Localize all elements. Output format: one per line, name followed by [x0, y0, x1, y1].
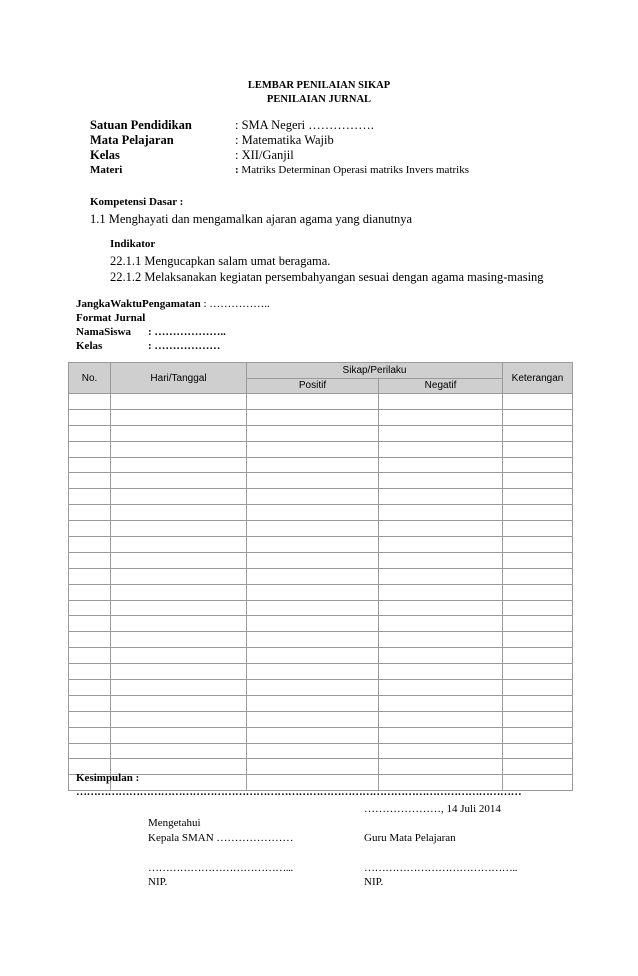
cell-positive[interactable]	[247, 457, 379, 473]
duration-label: JangkaWaktuPengamatan	[76, 298, 201, 310]
student-value: : ………………..	[148, 326, 226, 338]
table-row	[69, 441, 573, 457]
table-row	[69, 489, 573, 505]
cell-negative[interactable]	[379, 664, 503, 680]
cell-no[interactable]	[69, 680, 111, 696]
material-text: Matriks Determinan Operasi matriks Invers matriks	[241, 164, 470, 176]
cell-no[interactable]	[69, 743, 111, 759]
cell-negative[interactable]	[379, 489, 503, 505]
table-row	[69, 409, 573, 425]
cell-no[interactable]	[69, 632, 111, 648]
table-row	[69, 425, 573, 441]
table-row	[69, 537, 573, 553]
cell-positive[interactable]	[247, 680, 379, 696]
cell-no[interactable]	[69, 648, 111, 664]
cell-date[interactable]	[111, 473, 247, 489]
cell-date[interactable]	[111, 648, 247, 664]
cell-note[interactable]	[503, 409, 573, 425]
table-row	[69, 584, 573, 600]
cell-negative[interactable]	[379, 600, 503, 616]
cell-negative[interactable]	[379, 759, 503, 775]
table-row	[69, 600, 573, 616]
cell-date[interactable]	[111, 727, 247, 743]
cell-negative[interactable]	[379, 680, 503, 696]
known-by: Mengetahui	[148, 817, 201, 829]
cell-note[interactable]	[503, 568, 573, 584]
table-row	[69, 394, 573, 410]
col-header-date: Hari/Tanggal	[111, 363, 247, 394]
cell-note[interactable]	[503, 394, 573, 410]
cell-date[interactable]	[111, 552, 247, 568]
cell-date[interactable]	[111, 521, 247, 537]
competence-heading: Kompetensi Dasar :	[90, 196, 184, 208]
table-row	[69, 664, 573, 680]
teacher-label: Guru Mata Pelajaran	[364, 832, 456, 844]
table-row	[69, 457, 573, 473]
cell-date[interactable]	[111, 441, 247, 457]
cell-no[interactable]	[69, 489, 111, 505]
cell-negative[interactable]	[379, 568, 503, 584]
cell-positive[interactable]	[247, 537, 379, 553]
table-row	[69, 680, 573, 696]
field-label-subject: Mata Pelajaran	[90, 133, 174, 147]
cell-positive[interactable]	[247, 394, 379, 410]
principal-signature-line: …………………………………...	[148, 862, 293, 874]
conclusion-label: Kesimpulan :	[76, 772, 140, 784]
cell-note[interactable]	[503, 632, 573, 648]
cell-note[interactable]	[503, 743, 573, 759]
cell-note[interactable]	[503, 759, 573, 775]
field-value-material	[235, 164, 469, 176]
cell-positive[interactable]	[247, 727, 379, 743]
duration-value: : ……………..	[200, 298, 270, 310]
cell-positive[interactable]	[247, 600, 379, 616]
indicator-item: 22.1.2 Melaksanakan kegiatan persembahyangan sesuai dengan agama masing-masing	[110, 270, 544, 284]
cell-positive[interactable]	[247, 521, 379, 537]
table-row	[69, 521, 573, 537]
col-header-no: No.	[69, 363, 111, 394]
field-label-material: Materi	[90, 164, 123, 176]
cell-date[interactable]	[111, 489, 247, 505]
cell-positive[interactable]	[247, 743, 379, 759]
cell-note[interactable]	[503, 505, 573, 521]
form-title: LEMBAR PENILAIAN SIKAP	[247, 80, 391, 91]
cell-positive[interactable]	[247, 489, 379, 505]
journal-table	[68, 362, 573, 791]
cell-positive[interactable]	[247, 425, 379, 441]
cell-negative[interactable]	[379, 457, 503, 473]
cell-negative[interactable]	[379, 425, 503, 441]
cell-note[interactable]	[503, 695, 573, 711]
cell-positive[interactable]	[247, 616, 379, 632]
cell-no[interactable]	[69, 425, 111, 441]
cell-negative[interactable]	[379, 616, 503, 632]
cell-negative[interactable]	[379, 409, 503, 425]
cell-negative[interactable]	[379, 743, 503, 759]
table-row	[69, 711, 573, 727]
col-header-positive: Positif	[247, 378, 379, 394]
cell-date[interactable]	[111, 743, 247, 759]
cell-date[interactable]	[111, 394, 247, 410]
col-header-attitude: Sikap/Perilaku	[247, 363, 503, 379]
cell-no[interactable]	[69, 600, 111, 616]
cell-positive[interactable]	[247, 759, 379, 775]
cell-note[interactable]	[503, 711, 573, 727]
cell-negative[interactable]	[379, 632, 503, 648]
cell-note[interactable]	[503, 425, 573, 441]
table-row	[69, 505, 573, 521]
cell-positive[interactable]	[247, 632, 379, 648]
cell-note[interactable]	[503, 727, 573, 743]
cell-no[interactable]	[69, 584, 111, 600]
cell-no[interactable]	[69, 409, 111, 425]
cell-note[interactable]	[503, 473, 573, 489]
cell-note[interactable]	[503, 648, 573, 664]
table-row	[69, 695, 573, 711]
table-row	[69, 759, 573, 775]
cell-no[interactable]	[69, 695, 111, 711]
cell-positive[interactable]	[247, 664, 379, 680]
cell-note[interactable]	[503, 664, 573, 680]
table-row	[69, 552, 573, 568]
cell-date[interactable]	[111, 505, 247, 521]
conclusion-dotted-line: ………………………………………………………………………………………………………………	[76, 786, 522, 798]
cell-no[interactable]	[69, 552, 111, 568]
table-row	[69, 743, 573, 759]
cell-date[interactable]	[111, 584, 247, 600]
cell-positive[interactable]	[247, 409, 379, 425]
table-row	[69, 473, 573, 489]
cell-date[interactable]	[111, 616, 247, 632]
table-row	[69, 616, 573, 632]
cell-no[interactable]	[69, 441, 111, 457]
material-colon: :	[235, 164, 239, 176]
cell-negative[interactable]	[379, 711, 503, 727]
cell-note[interactable]	[503, 441, 573, 457]
col-header-negative: Negatif	[379, 378, 503, 394]
cell-no[interactable]	[69, 727, 111, 743]
cell-date[interactable]	[111, 680, 247, 696]
principal-label: Kepala SMAN …………………	[148, 832, 294, 844]
table-row	[69, 632, 573, 648]
table-row	[69, 648, 573, 664]
cell-no[interactable]	[69, 521, 111, 537]
table-row	[69, 568, 573, 584]
teacher-signature-line: ……………………………………..	[364, 862, 518, 874]
cell-negative[interactable]	[379, 441, 503, 457]
cell-negative[interactable]	[379, 695, 503, 711]
signature-date: …………………, 14 Juli 2014	[364, 803, 501, 815]
cell-no[interactable]	[69, 616, 111, 632]
competence-kd: 1.1 Menghayati dan mengamalkan ajaran agama yang dianutnya	[90, 212, 413, 226]
cell-date[interactable]	[111, 664, 247, 680]
indicator-heading: Indikator	[110, 238, 156, 250]
principal-nip: NIP.	[148, 876, 168, 888]
cell-no[interactable]	[69, 505, 111, 521]
cell-note[interactable]	[503, 489, 573, 505]
field-value-subject: : Matematika Wajib	[235, 133, 334, 147]
cell-positive[interactable]	[247, 584, 379, 600]
cell-negative[interactable]	[379, 552, 503, 568]
teacher-nip: NIP.	[364, 876, 384, 888]
cell-date[interactable]	[111, 409, 247, 425]
cell-date[interactable]	[111, 568, 247, 584]
cell-negative[interactable]	[379, 521, 503, 537]
cell-positive[interactable]	[247, 441, 379, 457]
cell-positive[interactable]	[247, 505, 379, 521]
class-value: : ………………	[148, 340, 221, 352]
student-label: NamaSiswa	[76, 326, 132, 338]
cell-date[interactable]	[111, 537, 247, 553]
cell-no[interactable]	[69, 473, 111, 489]
cell-negative[interactable]	[379, 394, 503, 410]
cell-negative[interactable]	[379, 584, 503, 600]
cell-negative[interactable]	[379, 473, 503, 489]
col-header-note: Keterangan	[503, 363, 573, 394]
duration-line	[76, 298, 270, 310]
cell-note[interactable]	[503, 521, 573, 537]
cell-note[interactable]	[503, 680, 573, 696]
cell-positive[interactable]	[247, 552, 379, 568]
cell-positive[interactable]	[247, 711, 379, 727]
cell-negative[interactable]	[379, 537, 503, 553]
cell-no[interactable]	[69, 711, 111, 727]
cell-date[interactable]	[111, 695, 247, 711]
cell-note[interactable]	[503, 537, 573, 553]
field-value-class: : XII/Ganjil	[235, 148, 294, 162]
cell-date[interactable]	[111, 425, 247, 441]
cell-positive[interactable]	[247, 568, 379, 584]
cell-positive[interactable]	[247, 473, 379, 489]
class-label: Kelas	[76, 340, 103, 352]
indicator-item: 22.1.1 Mengucapkan salam umat beragama.	[110, 254, 331, 268]
cell-note[interactable]	[503, 552, 573, 568]
cell-date[interactable]	[111, 632, 247, 648]
journal-format: Format Jurnal	[76, 312, 146, 324]
cell-negative[interactable]	[379, 648, 503, 664]
cell-no[interactable]	[69, 394, 111, 410]
cell-no[interactable]	[69, 568, 111, 584]
cell-negative[interactable]	[379, 505, 503, 521]
cell-date[interactable]	[111, 711, 247, 727]
cell-no[interactable]	[69, 457, 111, 473]
cell-note[interactable]	[503, 600, 573, 616]
cell-positive[interactable]	[247, 648, 379, 664]
cell-positive[interactable]	[247, 695, 379, 711]
cell-date[interactable]	[111, 600, 247, 616]
table-row	[69, 727, 573, 743]
cell-note[interactable]	[503, 457, 573, 473]
cell-note[interactable]	[503, 584, 573, 600]
cell-no[interactable]	[69, 664, 111, 680]
field-label-school: Satuan Pendidikan	[90, 118, 192, 132]
cell-note[interactable]	[503, 616, 573, 632]
field-value-school: : SMA Negeri …………….	[235, 118, 374, 132]
cell-negative[interactable]	[379, 727, 503, 743]
form-subtitle: PENILAIAN JURNAL	[266, 94, 372, 105]
cell-date[interactable]	[111, 457, 247, 473]
cell-no[interactable]	[69, 537, 111, 553]
field-label-class: Kelas	[90, 148, 120, 162]
